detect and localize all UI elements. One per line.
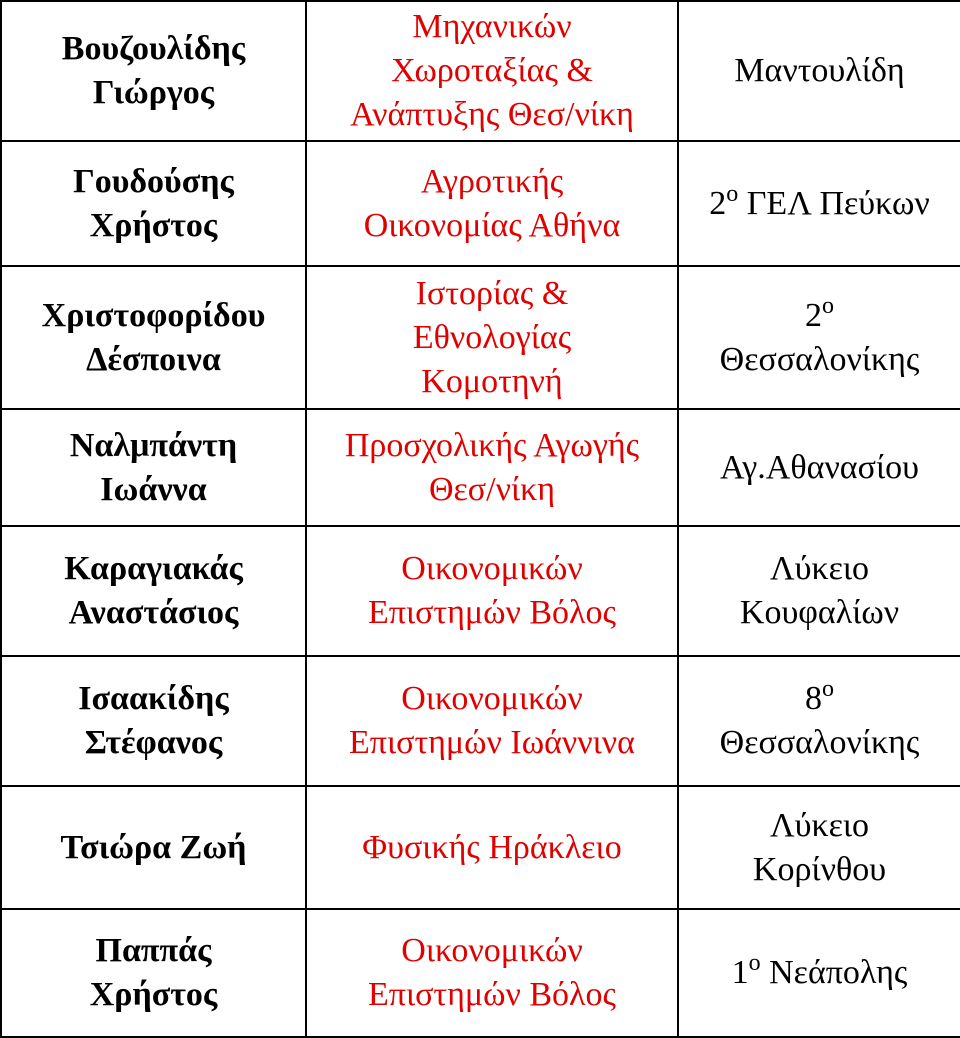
department-line: Χωροταξίας & bbox=[391, 52, 593, 89]
ordinal-suffix: ο bbox=[726, 180, 739, 207]
school-name-text: Μαντουλίδη bbox=[734, 52, 905, 89]
school-name-text: ΓΕΛ Πεύκων bbox=[738, 184, 930, 222]
student-name-line: Βουζουλίδης bbox=[61, 30, 246, 67]
department-cell bbox=[306, 409, 678, 526]
school-cell bbox=[678, 786, 960, 909]
student-name-line: Γουδούσης bbox=[73, 162, 234, 200]
table-row bbox=[1, 141, 960, 266]
school-name-text: Αγ.Αθανασίου bbox=[720, 448, 919, 486]
student-name-cell bbox=[1, 909, 306, 1037]
department-line: Οικονομίας Αθήνα bbox=[363, 206, 621, 244]
students-table-body bbox=[1, 1, 960, 1037]
student-name-line: Γιώργος bbox=[92, 74, 215, 111]
student-name-cell bbox=[1, 786, 306, 909]
ordinal-suffix: ο bbox=[822, 676, 834, 702]
table-row bbox=[1, 409, 960, 526]
department-cell bbox=[306, 786, 678, 909]
student-name-line: Ιωάννα bbox=[100, 470, 207, 508]
school-number: 8 bbox=[805, 680, 822, 717]
ordinal-suffix: ο bbox=[748, 950, 761, 976]
school-number: 2 bbox=[709, 184, 727, 222]
department-line: Επιστημών Ιωάννινα bbox=[349, 724, 635, 761]
department-line: Οικονομικών bbox=[401, 550, 583, 587]
department-cell bbox=[306, 1, 678, 141]
student-name-cell bbox=[1, 266, 306, 409]
ordinal-suffix: ο bbox=[822, 292, 834, 319]
student-name-line: Χριστοφορίδου bbox=[41, 296, 266, 334]
table-row bbox=[1, 266, 960, 409]
department-cell bbox=[306, 141, 678, 266]
department-line: Προσχολικής Αγωγής bbox=[344, 426, 640, 464]
student-name-line: Ισαακίδης bbox=[78, 680, 229, 717]
department-line: Φυσικής Ηράκλειο bbox=[362, 828, 622, 866]
school-cell bbox=[678, 526, 960, 656]
school-cell bbox=[678, 656, 960, 786]
school-name-text: Κορίνθου bbox=[752, 850, 887, 888]
school-number: 2 bbox=[805, 296, 822, 334]
department-line: Μηχανικών bbox=[412, 8, 572, 45]
table-row bbox=[1, 909, 960, 1037]
student-name-line: Χρήστος bbox=[89, 206, 218, 244]
department-cell bbox=[306, 909, 678, 1037]
school-name-text: Λύκειο bbox=[769, 550, 870, 587]
department-line: Ανάπτυξης Θεσ/νίκη bbox=[350, 96, 634, 133]
student-name-line: Στέφανος bbox=[84, 724, 223, 761]
school-name-text: Θεσσαλονίκης bbox=[719, 340, 920, 378]
school-number: 1 bbox=[731, 954, 749, 991]
student-name-line: Παππάς bbox=[95, 932, 212, 969]
department-line: Θεσ/νίκη bbox=[428, 470, 556, 508]
student-name-cell bbox=[1, 1, 306, 141]
school-name-text: Κουφαλίων bbox=[739, 594, 900, 631]
table-row bbox=[1, 786, 960, 909]
student-name-line: Δέσποινα bbox=[86, 340, 221, 378]
student-name-line: Ναλμπάντη bbox=[69, 426, 238, 464]
department-line: Οικονομικών bbox=[401, 932, 583, 969]
student-name-cell bbox=[1, 409, 306, 526]
table-row bbox=[1, 526, 960, 656]
department-line: Κομοτηνή bbox=[421, 362, 563, 400]
department-cell bbox=[306, 656, 678, 786]
department-line: Ιστορίας & bbox=[415, 274, 569, 312]
department-line: Επιστημών Βόλος bbox=[368, 976, 616, 1013]
department-line: Οικονομικών bbox=[401, 680, 583, 717]
student-name-line: Χρήστος bbox=[89, 976, 218, 1013]
student-name-cell bbox=[1, 656, 306, 786]
table-row bbox=[1, 656, 960, 786]
department-line: Αγροτικής bbox=[420, 162, 564, 200]
school-name-text: Νεάπολης bbox=[760, 954, 908, 991]
school-cell bbox=[678, 909, 960, 1037]
table-row bbox=[1, 1, 960, 141]
student-name-cell bbox=[1, 526, 306, 656]
department-cell bbox=[306, 526, 678, 656]
school-cell bbox=[678, 409, 960, 526]
school-name-text: Λύκειο bbox=[769, 806, 870, 844]
school-cell bbox=[678, 141, 960, 266]
department-cell bbox=[306, 266, 678, 409]
school-cell bbox=[678, 266, 960, 409]
school-name-text: Θεσσαλονίκης bbox=[719, 724, 920, 761]
department-line: Επιστημών Βόλος bbox=[368, 594, 616, 631]
student-name-line: Καραγιακάς bbox=[64, 550, 243, 587]
student-name-line: Τσιώρα Ζωή bbox=[60, 828, 247, 866]
student-name-cell bbox=[1, 141, 306, 266]
school-cell bbox=[678, 1, 960, 141]
student-name-line: Αναστάσιος bbox=[68, 594, 239, 631]
department-line: Εθνολογίας bbox=[412, 318, 572, 356]
